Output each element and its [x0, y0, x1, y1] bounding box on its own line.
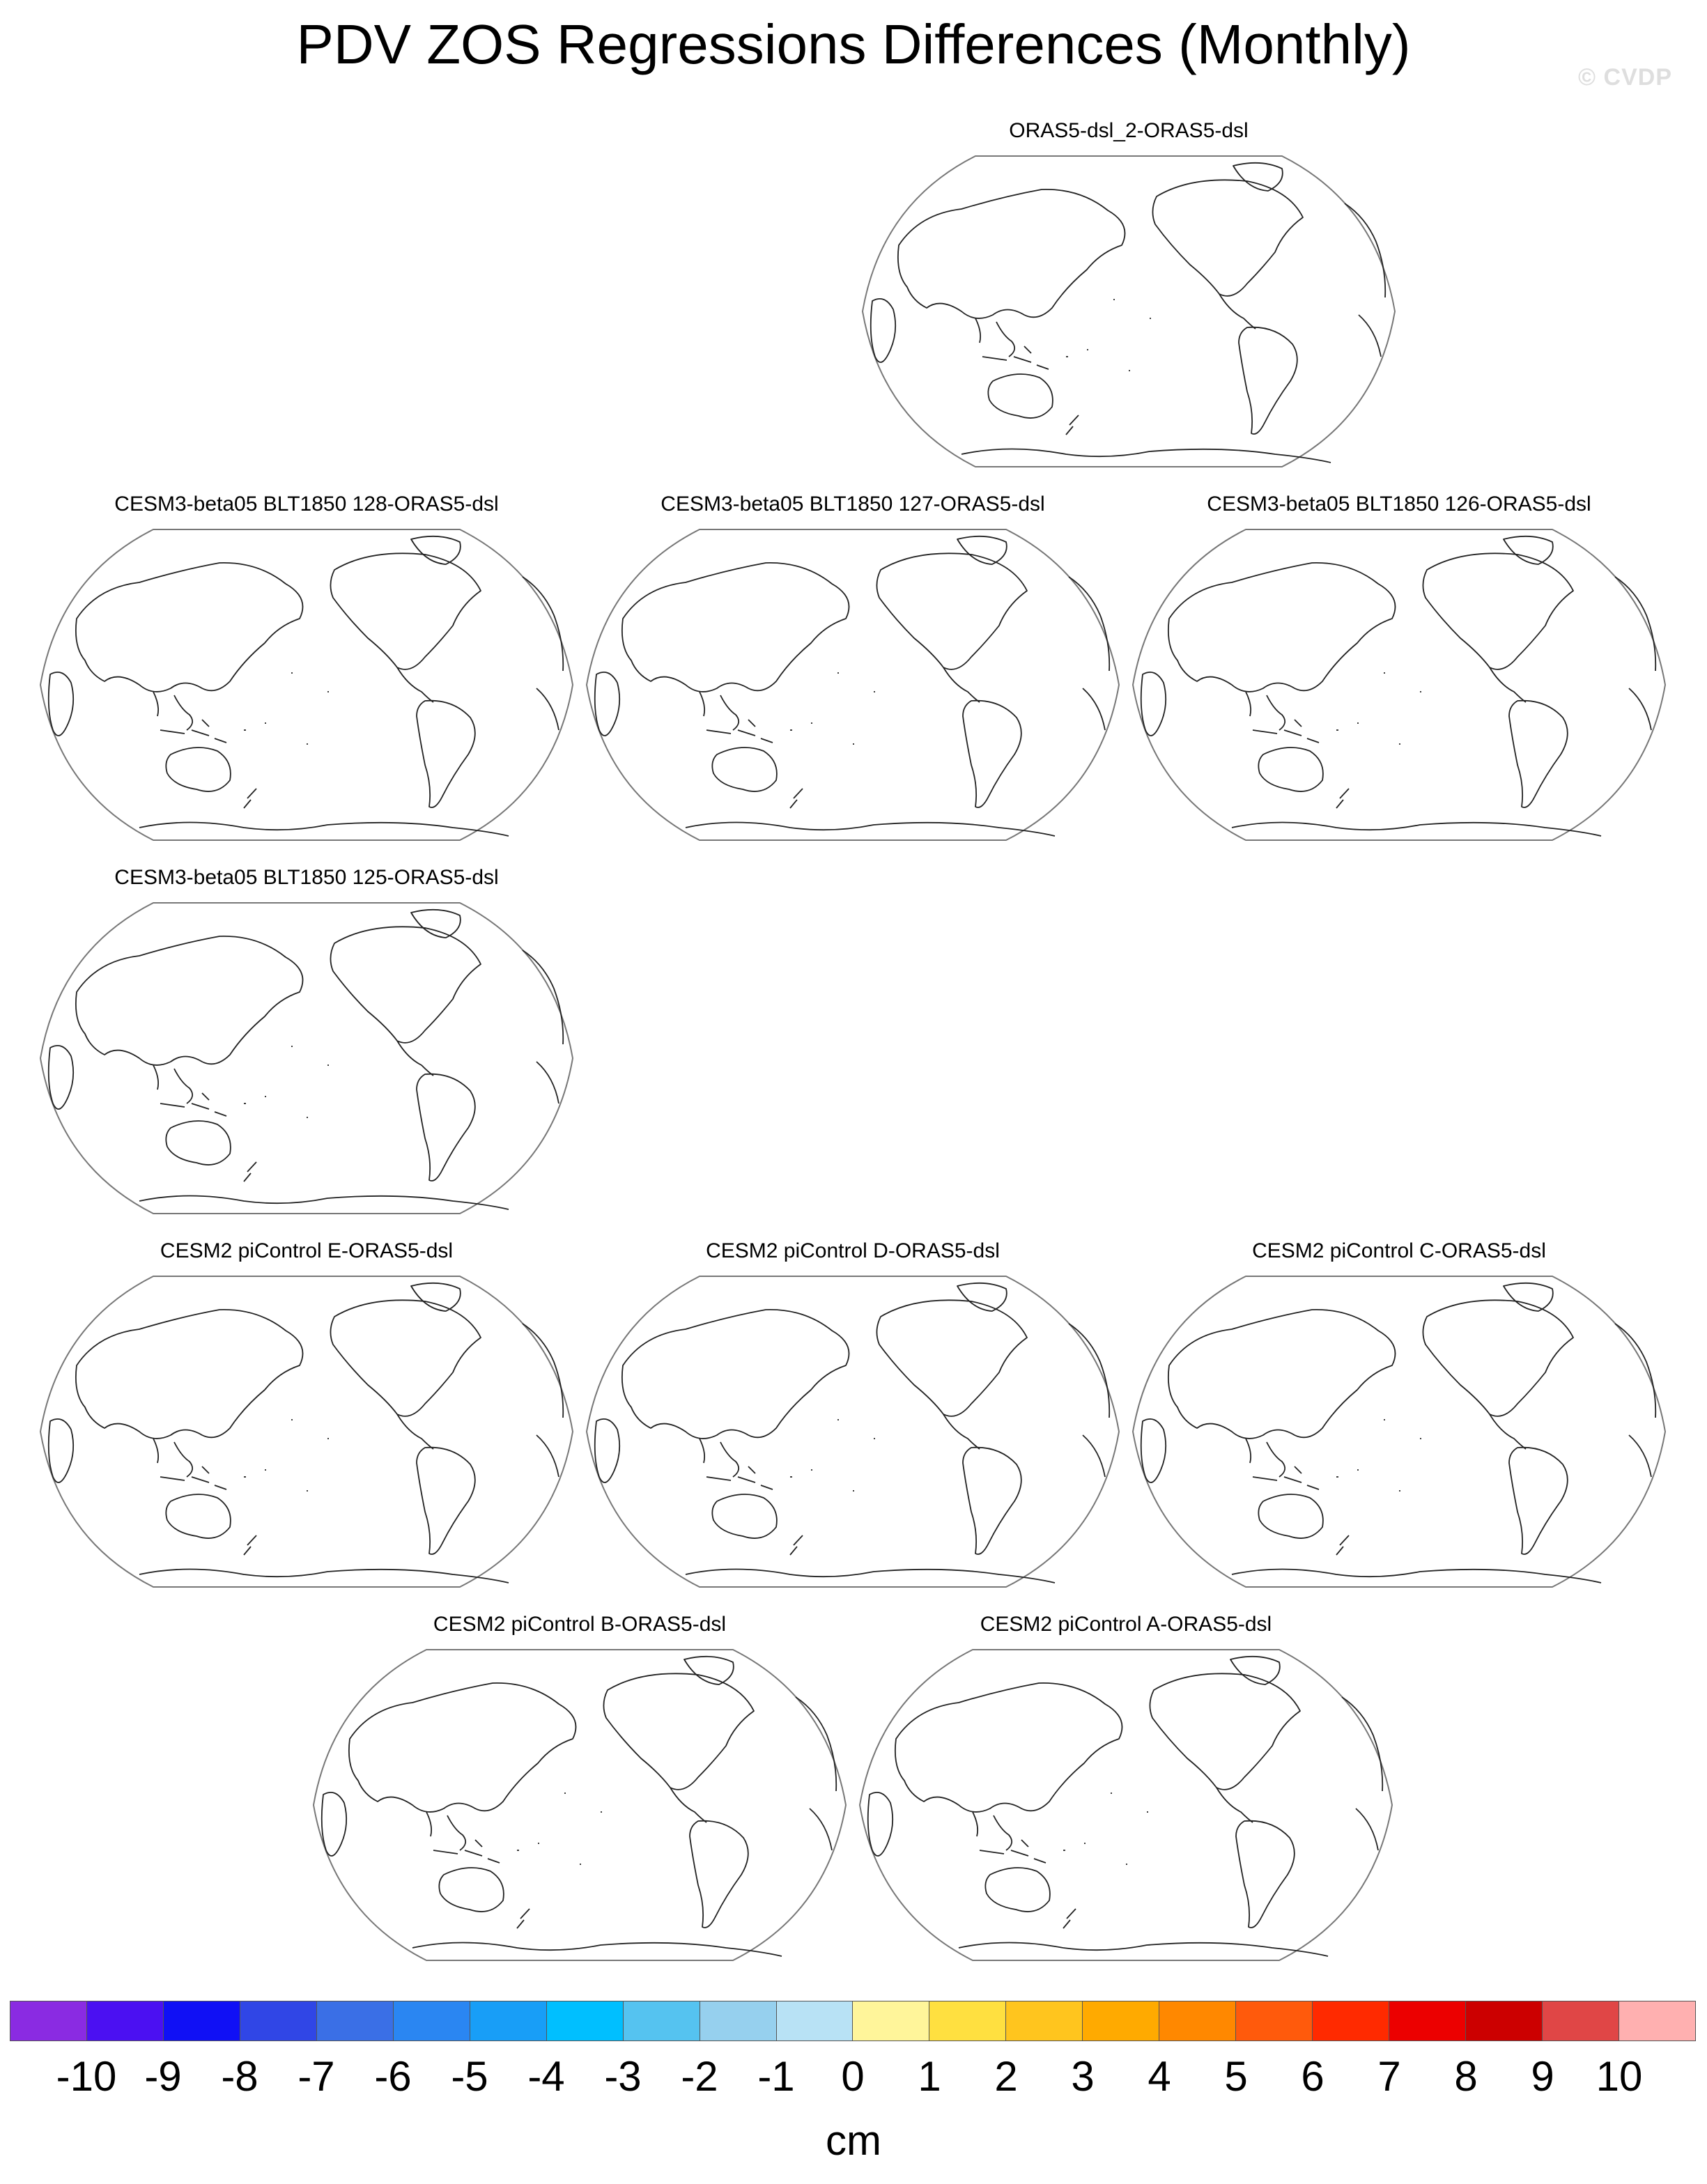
world-map: [857, 148, 1400, 475]
australia-coast: [166, 1121, 231, 1165]
colorbar-tick-label: -5: [451, 2053, 488, 2100]
antarctica-coast: [139, 1570, 509, 1583]
indonesia-islands: [1253, 1466, 1319, 1489]
south-america-coast: [690, 1821, 748, 1928]
pacific-islands: [790, 673, 875, 744]
europe-africa-coast: [1615, 577, 1655, 730]
north-america-coast: [1152, 180, 1303, 296]
globe-outline: [863, 156, 1395, 467]
greenland-coast: [684, 1657, 734, 1685]
europe-africa-coast: [1342, 1697, 1382, 1850]
europe-africa-coast: [1615, 1324, 1655, 1477]
africa-coast: [1141, 672, 1166, 736]
map-panel: [854, 1612, 1398, 1960]
map-panel: [857, 118, 1400, 467]
indonesia-islands: [433, 1840, 500, 1863]
map-panel-title: CESM2 piControl B-ORAS5-dsl: [433, 1613, 727, 1636]
colorbar-tick-label: -9: [144, 2053, 182, 2100]
colorbar-box: [1389, 2001, 1466, 2040]
antarctica-coast: [1232, 1570, 1601, 1583]
map-panel-title: CESM2 piControl A-ORAS5-dsl: [980, 1613, 1272, 1636]
colorbar-box: [1236, 2001, 1313, 2040]
eurasia-coast: [76, 563, 303, 692]
colorbar-tick-label: 7: [1377, 2053, 1401, 2100]
map-panel: [581, 492, 1125, 840]
globe-outline: [860, 1650, 1392, 1960]
globe-outline: [1133, 529, 1665, 840]
world-map: [1127, 521, 1671, 849]
map-panel-title: CESM2 piControl D-ORAS5-dsl: [706, 1239, 1000, 1262]
antarctica-coast: [961, 449, 1331, 463]
world-map: [308, 1641, 851, 1969]
southeast-asia-coast: [700, 692, 739, 730]
globe-outline: [314, 1650, 846, 1960]
south-america-coast: [1236, 1821, 1295, 1928]
new-zealand-coast: [1336, 789, 1349, 808]
world-map: [1127, 1268, 1671, 1595]
globe-outline: [40, 529, 573, 840]
map-panel: [308, 1612, 851, 1960]
colorbar-box: [1543, 2001, 1619, 2040]
europe-africa-coast: [523, 1324, 563, 1477]
greenland-coast: [1504, 1283, 1553, 1311]
colorbar-box: [394, 2001, 470, 2040]
map-panel-title: CESM3-beta05 BLT1850 125-ORAS5-dsl: [114, 866, 499, 889]
africa-coast: [49, 1419, 73, 1482]
eurasia-coast: [349, 1683, 576, 1812]
north-america-coast: [876, 1300, 1027, 1416]
figure-title: PDV ZOS Regressions Differences (Monthly): [296, 13, 1411, 75]
southeast-asia-coast: [973, 1812, 1012, 1850]
southeast-asia-coast: [153, 1439, 192, 1477]
colorbar-box: [470, 2001, 547, 2040]
colorbar-tick-label: 5: [1224, 2053, 1248, 2100]
colorbar-tick-label: 8: [1454, 2053, 1478, 2100]
indonesia-islands: [706, 720, 773, 743]
colorbar-tick-label: -7: [298, 2053, 335, 2100]
map-panel-title: CESM2 piControl C-ORAS5-dsl: [1252, 1239, 1546, 1262]
southeast-asia-coast: [153, 692, 192, 730]
colorbar-box: [700, 2001, 777, 2040]
north-america-coast: [1150, 1673, 1300, 1790]
colorbar-box: [1006, 2001, 1083, 2040]
colorbar: [10, 2001, 1696, 2041]
world-map: [35, 521, 578, 849]
antarctica-coast: [686, 1570, 1055, 1583]
world-map: [854, 1641, 1398, 1969]
colorbar-box: [1313, 2001, 1389, 2040]
southeast-asia-coast: [1246, 692, 1285, 730]
southeast-asia-coast: [1246, 1439, 1285, 1477]
indonesia-islands: [980, 1840, 1046, 1863]
central-america-coast: [943, 667, 980, 702]
central-america-coast: [1490, 667, 1526, 702]
map-panel-title: CESM3-beta05 BLT1850 126-ORAS5-dsl: [1207, 493, 1591, 516]
australia-coast: [166, 1494, 231, 1538]
africa-coast: [49, 1046, 73, 1109]
map-panel: [35, 865, 578, 1214]
colorbar-box: [10, 2001, 87, 2040]
europe-africa-coast: [1345, 203, 1385, 357]
new-zealand-coast: [1066, 415, 1079, 435]
eurasia-coast: [898, 189, 1125, 318]
north-america-coast: [876, 553, 1027, 669]
colorbar-tick-label: -1: [757, 2053, 795, 2100]
europe-africa-coast: [523, 950, 563, 1103]
globe-outline: [1133, 1276, 1665, 1587]
south-america-coast: [1509, 1448, 1568, 1554]
africa-coast: [595, 672, 619, 736]
colorbar-tick-label: -6: [374, 2053, 412, 2100]
map-panel: [581, 1239, 1125, 1587]
colorbar-box: [164, 2001, 240, 2040]
south-america-coast: [417, 701, 475, 807]
north-america-coast: [330, 1300, 481, 1416]
new-zealand-coast: [790, 1535, 803, 1555]
eurasia-coast: [895, 1683, 1122, 1812]
africa-coast: [868, 1792, 893, 1856]
australia-coast: [988, 374, 1053, 418]
world-map: [581, 521, 1125, 849]
australia-coast: [439, 1868, 504, 1912]
map-panel: [35, 1239, 578, 1587]
europe-africa-coast: [523, 577, 563, 730]
greenland-coast: [1233, 163, 1283, 191]
central-america-coast: [670, 1788, 706, 1822]
north-america-coast: [603, 1673, 754, 1790]
africa-coast: [49, 672, 73, 736]
central-america-coast: [397, 1041, 433, 1076]
south-america-coast: [1239, 327, 1297, 434]
antarctica-coast: [139, 823, 509, 837]
africa-coast: [595, 1419, 619, 1482]
map-panel: [1127, 1239, 1671, 1587]
antarctica-coast: [412, 1943, 782, 1957]
colorbar-tick-label: 4: [1148, 2053, 1171, 2100]
pacific-islands: [1066, 300, 1151, 371]
south-america-coast: [963, 701, 1021, 807]
africa-coast: [871, 299, 895, 362]
globe-outline: [40, 903, 573, 1214]
australia-coast: [712, 1494, 777, 1538]
antarctica-coast: [1232, 823, 1601, 837]
map-panel-title: CESM2 piControl E-ORAS5-dsl: [160, 1239, 454, 1262]
colorbar-units: cm: [826, 2117, 881, 2164]
globe-outline: [40, 1276, 573, 1587]
world-map: [35, 1268, 578, 1595]
north-america-coast: [330, 927, 481, 1043]
map-panel: [35, 492, 578, 840]
colorbar-box: [624, 2001, 700, 2040]
africa-coast: [1141, 1419, 1166, 1482]
pacific-islands: [517, 1793, 602, 1864]
map-panel-title: ORAS5-dsl_2-ORAS5-dsl: [1009, 119, 1249, 142]
pacific-islands: [1336, 673, 1421, 744]
south-america-coast: [417, 1074, 475, 1181]
central-america-coast: [397, 1414, 433, 1449]
greenland-coast: [957, 536, 1007, 564]
indonesia-islands: [160, 1093, 226, 1116]
greenland-coast: [411, 536, 461, 564]
greenland-coast: [411, 1283, 461, 1311]
colorbar-box: [1619, 2001, 1695, 2040]
colorbar-box: [777, 2001, 854, 2040]
central-america-coast: [397, 667, 433, 702]
globe-outline: [587, 529, 1119, 840]
central-america-coast: [1219, 294, 1256, 329]
colorbar-tick-label: -3: [604, 2053, 642, 2100]
map-panel: [1127, 492, 1671, 840]
new-zealand-coast: [1063, 1909, 1076, 1928]
new-zealand-coast: [1336, 1535, 1349, 1555]
colorbar-box: [1159, 2001, 1236, 2040]
southeast-asia-coast: [700, 1439, 739, 1477]
map-panel-title: CESM3-beta05 BLT1850 127-ORAS5-dsl: [661, 493, 1045, 516]
colorbar-tick-label: 6: [1301, 2053, 1324, 2100]
europe-africa-coast: [796, 1697, 836, 1850]
greenland-coast: [1504, 536, 1553, 564]
antarctica-coast: [139, 1196, 509, 1210]
colorbar-box: [1083, 2001, 1159, 2040]
pacific-islands: [1063, 1793, 1148, 1864]
cvdp-watermark: © CVDP: [1578, 64, 1672, 91]
greenland-coast: [1230, 1657, 1280, 1685]
new-zealand-coast: [244, 789, 256, 808]
eurasia-coast: [1168, 1310, 1396, 1439]
north-america-coast: [1423, 1300, 1573, 1416]
australia-coast: [712, 748, 777, 791]
eurasia-coast: [1168, 563, 1396, 692]
globe-outline: [587, 1276, 1119, 1587]
south-america-coast: [417, 1448, 475, 1554]
south-america-coast: [1509, 701, 1568, 807]
colorbar-tick-label: 3: [1071, 2053, 1095, 2100]
central-america-coast: [943, 1414, 980, 1449]
colorbar-tick-label: -2: [681, 2053, 718, 2100]
australia-coast: [1258, 1494, 1323, 1538]
pacific-islands: [790, 1420, 875, 1491]
europe-africa-coast: [1069, 577, 1109, 730]
southeast-asia-coast: [426, 1812, 465, 1850]
colorbar-box: [547, 2001, 624, 2040]
north-america-coast: [1423, 553, 1573, 669]
colorbar-tick-label: -8: [221, 2053, 258, 2100]
greenland-coast: [411, 910, 461, 938]
new-zealand-coast: [244, 1162, 256, 1182]
colorbar-box: [1466, 2001, 1543, 2040]
colorbar-box: [240, 2001, 317, 2040]
colorbar-tick-label: -4: [527, 2053, 565, 2100]
eurasia-coast: [76, 936, 303, 1065]
africa-coast: [322, 1792, 346, 1856]
colorbar-tick-label: -10: [56, 2053, 117, 2100]
new-zealand-coast: [790, 789, 803, 808]
colorbar-box: [929, 2001, 1006, 2040]
world-map: [581, 1268, 1125, 1595]
pacific-islands: [244, 1046, 329, 1117]
pacific-islands: [244, 1420, 329, 1491]
colorbar-box: [853, 2001, 929, 2040]
indonesia-islands: [160, 720, 226, 743]
new-zealand-coast: [244, 1535, 256, 1555]
colorbar-tick-label: 2: [994, 2053, 1018, 2100]
indonesia-islands: [982, 346, 1049, 369]
indonesia-islands: [160, 1466, 226, 1489]
colorbar-tick-label: 9: [1531, 2053, 1554, 2100]
australia-coast: [1258, 748, 1323, 791]
australia-coast: [985, 1868, 1050, 1912]
colorbar-box: [317, 2001, 394, 2040]
eurasia-coast: [622, 1310, 849, 1439]
colorbar-tick-label: 0: [841, 2053, 865, 2100]
new-zealand-coast: [517, 1909, 530, 1928]
greenland-coast: [957, 1283, 1007, 1311]
colorbar-tick-label: 1: [918, 2053, 941, 2100]
map-panel-title: CESM3-beta05 BLT1850 128-ORAS5-dsl: [114, 493, 499, 516]
world-map: [35, 894, 578, 1222]
eurasia-coast: [622, 563, 849, 692]
europe-africa-coast: [1069, 1324, 1109, 1477]
central-america-coast: [1490, 1414, 1526, 1449]
indonesia-islands: [1253, 720, 1319, 743]
antarctica-coast: [686, 823, 1055, 837]
antarctica-coast: [959, 1943, 1328, 1957]
pacific-islands: [244, 673, 329, 744]
south-america-coast: [963, 1448, 1021, 1554]
colorbar-box: [87, 2001, 164, 2040]
southeast-asia-coast: [153, 1065, 192, 1103]
eurasia-coast: [76, 1310, 303, 1439]
central-america-coast: [1216, 1788, 1253, 1822]
indonesia-islands: [706, 1466, 773, 1489]
southeast-asia-coast: [975, 318, 1014, 357]
australia-coast: [166, 748, 231, 791]
pacific-islands: [1336, 1420, 1421, 1491]
north-america-coast: [330, 553, 481, 669]
colorbar-tick-label: 10: [1596, 2053, 1643, 2100]
